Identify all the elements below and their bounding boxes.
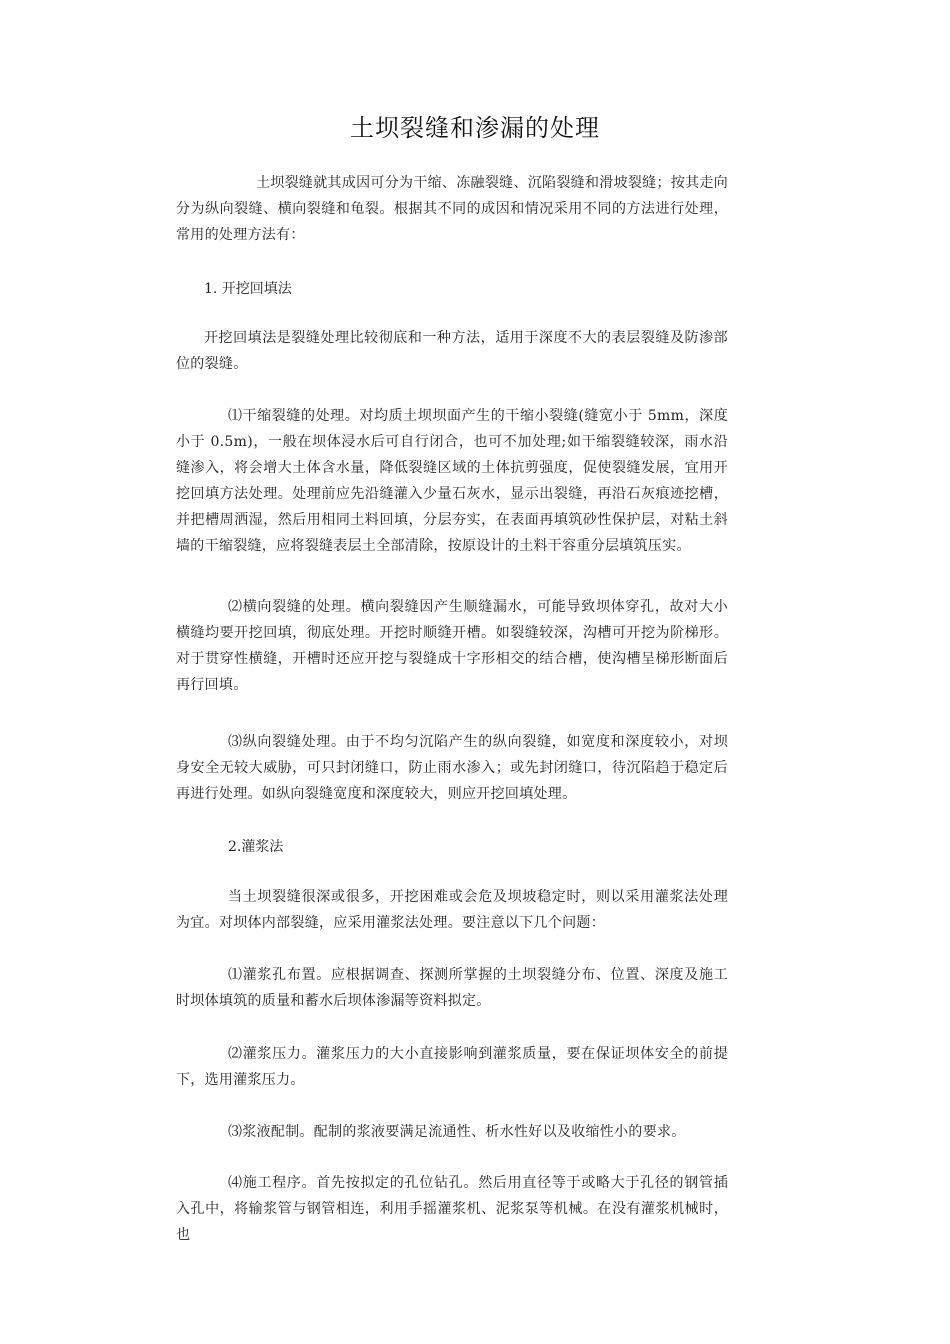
- section1-item3: ⑶纵向裂缝处理。由于不均匀沉陷产生的纵向裂缝，如宽度和深度较小，对坝身安全无较大威胁，可只封闭缝口，防止雨水渗入；或先封闭缝口，待沉陷趋于稳定后再进行处理。如纵向裂缝宽度和深度较大，则应开挖回填处理。: [176, 734, 728, 802]
- section2-item3: ⑶浆液配制。配制的浆液要满足流通性、析水性好以及收缩性小的要求。: [228, 1124, 686, 1140]
- section1-intro: 开挖回填法是裂缝处理比较彻底和一种方法，适用于深度不大的表层裂缝及防渗部位的裂缝。: [176, 330, 728, 372]
- section2-heading: 2.灌浆法: [228, 839, 284, 855]
- intro-paragraph: 土坝裂缝就其成因可分为干缩、冻融裂缝、沉陷裂缝和滑坡裂缝；按其走向分为纵向裂缝、横向裂缝和龟裂。根据其不同的成因和情况采用不同的方法进行处理，常用的处理方法有：: [176, 175, 728, 243]
- section1-heading: 1. 开挖回填法: [204, 281, 292, 297]
- document-title: 土坝裂缝和渗漏的处理: [350, 114, 600, 142]
- section2-intro: 当土坝裂缝很深或很多，开挖困难或会危及坝坡稳定时，则以采用灌浆法处理为宜。对坝体内部裂缝，应采用灌浆法处理。要注意以下几个问题：: [176, 889, 728, 931]
- section2-item2: ⑵灌浆压力。灌浆压力的大小直接影响到灌浆质量，要在保证坝体安全的前提下，选用灌浆压力。: [176, 1046, 728, 1088]
- section2-item1: ⑴灌浆孔布置。应根据调查、探测所掌握的土坝裂缝分布、位置、深度及施工时坝体填筑的质量和蓄水后坝体渗漏等资料拟定。: [176, 967, 728, 1009]
- section1-item2: ⑵横向裂缝的处理。横向裂缝因产生顺缝漏水，可能导致坝体穿孔，故对大小横缝均要开挖回填，彻底处理。开挖时顺缝开槽。如裂缝较深，沟槽可开挖为阶梯形。对于贯穿性横缝，开槽时还应开挖与裂缝成十字形相交的结合槽，使沟槽呈梯形断面后再行回填。: [176, 599, 728, 693]
- section2-item4: ⑷施工程序。首先按拟定的孔位钻孔。然后用直径等于或略大于孔径的钢管插入孔中，将输浆管与钢管相连，利用手摇灌浆机、泥浆泵等机械。在没有灌浆机械时，也: [176, 1175, 728, 1243]
- section1-item1: ⑴干缩裂缝的处理。对均质土坝坝面产生的干缩小裂缝(缝宽小于 5mm，深度小于 0.5m)，一般在坝体浸水后可自行闭合，也可不加处理;如干缩裂缝较深，雨水沿缝渗入，将会增大土体含水量，降低裂缝区域的土体抗剪强度，促使裂缝发展，宜用开挖回填方法处理。处理前应先沿缝灌入少量石灰水，显示出裂缝，再沿石灰痕迹挖槽，并把槽周洒湿，然后用相同土料回填，分层夯实，在表面再填筑砂性保护层，对粘土斜墙的干缩裂缝，应将裂缝表层土全部清除，按原设计的土料干容重分层填筑压实。: [176, 408, 728, 554]
